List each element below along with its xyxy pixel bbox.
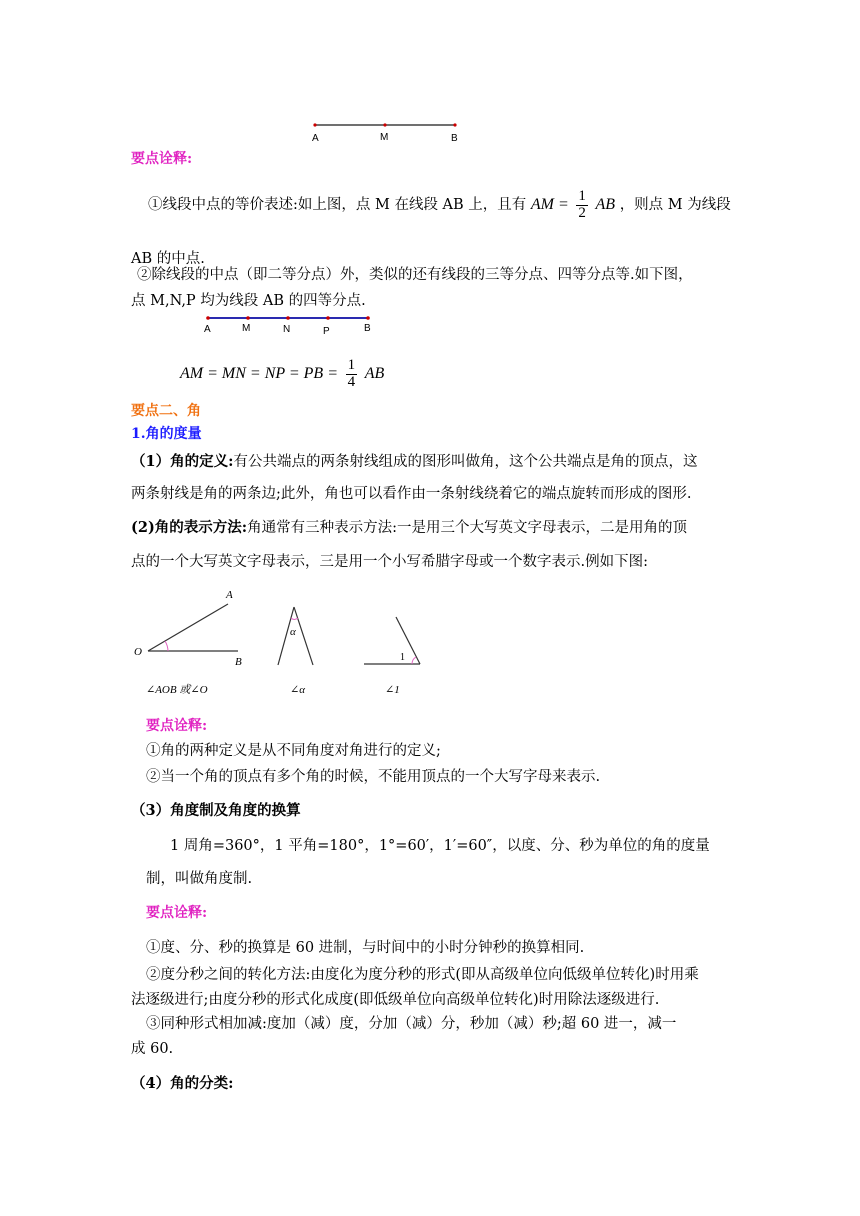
point-m2 [246,316,250,320]
fraction-quarter-num: 1 [347,356,356,373]
note3-line2a: ②度分秒之间的转化方法:由度化为度分秒的形式(即从高级单位向低级单位转化)时用乘 [146,967,699,983]
note-heading-2: 要点诠释: [146,718,208,734]
quartile-equation [180,356,384,392]
caption-angle-aob: ∠AOB 或∠O [146,684,208,696]
fraction-half-den: 2 [578,204,586,221]
label-b2: B [364,323,371,334]
ray-oa [148,604,228,651]
note-heading-1: 要点诠释: [131,151,193,167]
fraction-quarter-den: 4 [347,373,356,390]
fraction-half-num: 1 [578,187,586,204]
definition-label: （1）角的定义: [131,453,234,470]
label-b: B [451,133,458,144]
fraction-half [576,189,588,222]
label-one: 1 [400,652,405,663]
note2-line2: ②当一个角的顶点有多个角的时候，不能用顶点的一个大写字母来表示. [146,769,601,785]
note-heading-3: 要点诠释: [146,905,208,921]
note3-line3a: ③同种形式相加减:度加（减）度，分加（减）分，秒加（减）秒;超 60 进一，减一 [146,1016,677,1032]
angle-system-line2: 制，叫做角度制. [146,871,253,887]
fraction-quarter [346,358,358,391]
equation-lhs: AM = MN = NP = PB = [180,365,338,382]
midpoint-statement-cont: AB 的中点. [131,251,205,267]
point-p2 [326,316,330,320]
ray-alpha-right [294,607,313,665]
midpoint-statement [148,188,731,222]
representation-line1 [131,516,687,537]
label-alpha: α [290,626,296,638]
note3-line2b: 法逐级进行;由度分秒的形式化成度(即低级单位向高级单位转化)时用除法逐级进行. [131,992,660,1008]
section-title-angle: 要点二、角 [131,403,201,419]
midpoint-math-rhs: AB [595,196,616,213]
point-m [383,123,386,126]
label-a: A [312,133,319,144]
quartile-paragraph-line2: 点 M,N,P 均为线段 AB 的四等分点. [131,293,366,309]
midpoint-math-lhs: AM = [530,196,569,213]
equation-rhs: AB [364,365,385,382]
angle-system-line1: 1 周角=360°，1 平角=180°，1°=60′，1′=60″，以度、分、秒为单位的角的度量 [170,838,710,854]
representation-line2: 点的一个大写英文字母表示，三是用一个小写希腊字母或一个数字表示.例如下图: [131,554,648,570]
note3-line3b: 成 60. [131,1041,174,1057]
angle-alpha [278,607,313,696]
note2-line1: ①角的两种定义是从不同角度对角进行的定义; [146,743,441,759]
label-m: M [380,132,389,143]
label-p2: P [323,326,330,337]
point-b [453,123,456,126]
section-angle-system: （3）角度制及角度的换算 [131,802,301,819]
subsection-angle-measure: 1.角的度量 [131,426,202,442]
label-angle-o: O [134,646,142,658]
label-n2: N [283,324,291,335]
angle-figures [128,585,428,700]
definition-line1 [131,450,697,471]
point-a [313,123,316,126]
point-a2 [206,316,210,320]
note3-line1: ①度、分、秒的换算是 60 进制，与时间中的小时分钟秒的换算相同. [146,940,585,956]
angle-one [364,617,420,696]
point-b2 [366,316,370,320]
label-m2: M [242,323,251,334]
representation-label: (2)角的表示方法: [131,519,248,536]
quartile-paragraph-line1: ②除线段的中点（即二等分点）外，类似的还有线段的三等分点、四等分点等.如下图， [137,267,693,283]
representation-text-1: 角通常有三种表示方法:一是用三个大写英文字母表示，二是用角的顶 [247,520,688,536]
section-angle-classification: （4）角的分类: [131,1075,234,1092]
label-a2: A [204,324,211,335]
midpoint-statement-pre: ①线段中点的等价表述:如上图，点 M 在线段 AB 上，且有 [148,197,527,213]
caption-angle-alpha: ∠α [290,684,305,696]
midpoint-statement-post: ，则点 M 为线段 [619,197,731,213]
angle-aob [134,589,242,696]
arc-one [412,657,416,664]
arc-alpha [291,618,298,620]
definition-text-1: 有公共端点的两条射线组成的图形叫做角，这个公共端点是角的顶点，这 [233,454,698,470]
label-angle-a: A [226,589,233,601]
definition-line2: 两条射线是角的两条边;此外，角也可以看作由一条射线绕着它的端点旋转而形成的图形. [131,486,692,502]
label-angle-b: B [235,656,242,668]
point-n2 [286,316,290,320]
caption-angle-one: ∠1 [385,684,400,696]
arc-aob [165,641,168,651]
